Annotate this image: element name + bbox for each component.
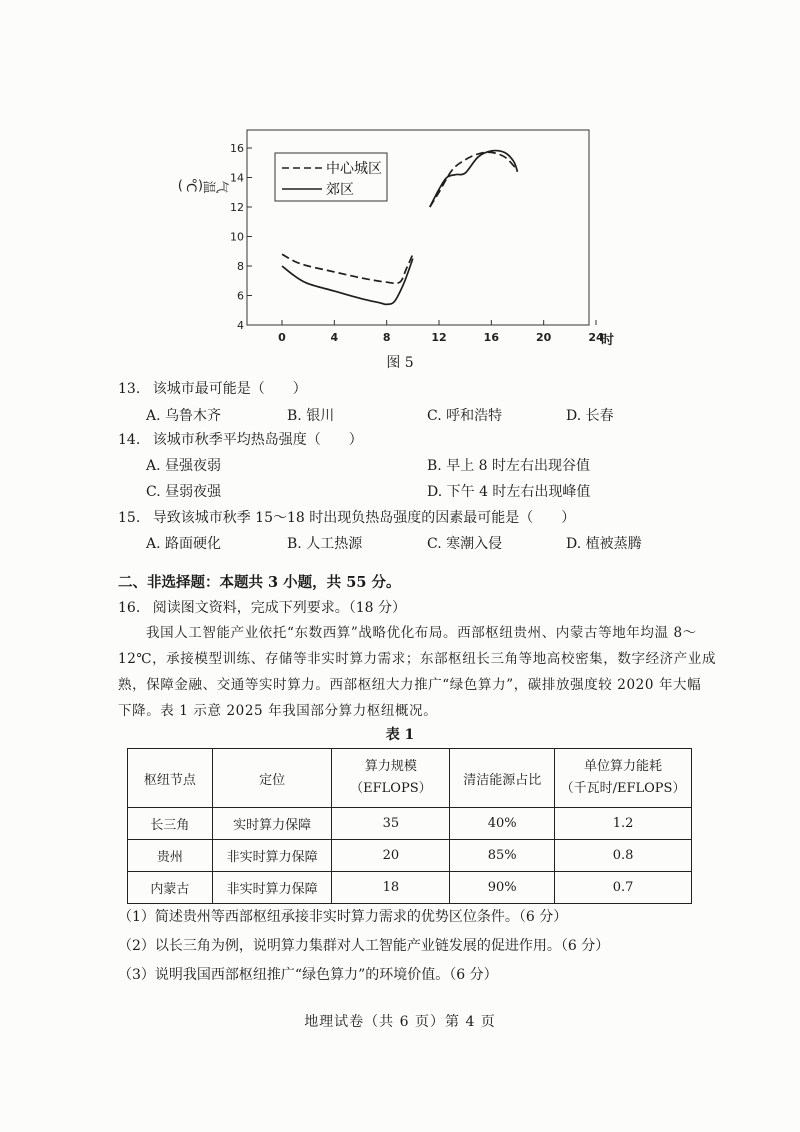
q15-option-c: C. 寒潮入侵	[427, 536, 503, 552]
question-stem: 阅读图文资料，完成下列要求。（18 分）	[152, 600, 406, 616]
table-cell: 35	[332, 808, 450, 840]
q15-option-b: B. 人工热源	[287, 536, 363, 552]
x-axis-unit: 时	[601, 333, 615, 348]
header-cell: 清洁能源占比	[450, 749, 555, 808]
q14-option-c: C. 昼弱夜强	[146, 484, 222, 500]
table-cell: 0.8	[555, 840, 692, 872]
table-row	[128, 840, 692, 872]
table-cell: 贵州	[128, 840, 213, 872]
header-cell: 算力规模 （EFLOPS）	[332, 749, 450, 808]
material-line-4: 下降。表 1 示意 2025 年我国部分算力枢纽概况。	[118, 703, 438, 719]
header-cell: 定位	[212, 749, 332, 808]
question-number: 16.	[118, 600, 141, 616]
q13-option-a: A. 乌鲁木齐	[146, 408, 222, 424]
y-tick-label: 4	[237, 319, 244, 332]
legend-label-suburb: 郊区	[326, 182, 354, 198]
table-cell: 1.2	[555, 808, 692, 840]
section-heading: 二、非选择题：本题共 3 小题，共 55 分。	[118, 574, 401, 591]
legend-label-center: 中心城区	[326, 161, 382, 177]
series-suburb-segment-1	[282, 259, 413, 305]
header-cell: 单位算力能耗 （千瓦时/EFLOPS）	[555, 749, 692, 808]
question-number: 15.	[118, 510, 141, 526]
question-number: 14.	[118, 432, 141, 448]
plot-frame	[247, 130, 589, 325]
q15-option-d: D. 植被蒸腾	[566, 536, 642, 552]
question-stem: 导致该城市秋季 15～18 时出现负热岛强度的因素最可能是（ ）	[152, 510, 576, 526]
subquestion-2: （2）以长三角为例，说明算力集群对人工智能产业链发展的促进作用。（6 分）	[118, 938, 610, 954]
x-tick-label: 0	[278, 331, 286, 344]
table-cell: 85%	[450, 840, 555, 872]
x-tick-label: 20	[536, 331, 552, 344]
q13-option-c: C. 呼和浩特	[427, 408, 503, 424]
table-cell: 实时算力保障	[212, 808, 332, 840]
question-16	[118, 597, 406, 619]
table-cell: 40%	[450, 808, 555, 840]
x-tick-label: 8	[382, 331, 391, 344]
series-layer	[282, 151, 518, 305]
question-14	[118, 429, 363, 451]
series-suburb-segment-2	[430, 151, 518, 207]
table-cell: 非实时算力保障	[212, 840, 332, 872]
temperature-chart	[177, 125, 615, 348]
legend	[275, 153, 387, 201]
question-13	[118, 378, 307, 400]
q14-option-a: A. 昼强夜弱	[146, 458, 222, 474]
x-tick-label: 24	[588, 331, 604, 344]
table-cell: 18	[332, 872, 450, 904]
y-axis-label: 气温(℃)	[177, 177, 229, 193]
question-stem: 该城市秋季平均热岛强度（ ）	[152, 432, 363, 448]
table-row	[128, 808, 692, 840]
y-tick-label: 6	[237, 289, 244, 303]
x-tick-label: 4	[330, 331, 339, 344]
x-axis-ticks	[278, 320, 604, 344]
q14-option-b: B. 早上 8 时左右出现谷值	[427, 458, 590, 474]
page-footer: 地理试卷（共 6 页）第 4 页	[304, 1014, 496, 1030]
material-line-2: 12℃，承接模型训练、存储等非实时算力需求；东部枢纽长三角等地高校密集，数字经济产业成	[118, 651, 717, 667]
table-cell: 内蒙古	[128, 872, 213, 904]
question-number: 13.	[118, 381, 141, 397]
y-tick-label: 12	[230, 201, 244, 214]
table-cell: 非实时算力保障	[212, 872, 332, 904]
table-cell: 0.7	[555, 872, 692, 904]
q14-option-d: D. 下午 4 时左右出现峰值	[427, 484, 591, 500]
x-tick-label: 16	[483, 331, 499, 344]
q13-option-b: B. 银川	[287, 408, 335, 424]
y-tick-label: 10	[230, 230, 244, 244]
computing-hub-table	[127, 748, 692, 904]
y-tick-label: 16	[230, 142, 244, 155]
material-line-3: 熟，保障金融、交通等实时算力。西部枢纽大力推广“绿色算力”，碳排放强度较 2020 年大幅	[118, 677, 702, 693]
header-cell: 枢纽节点	[128, 749, 213, 808]
x-tick-label: 12	[431, 331, 447, 344]
table-header-row	[128, 749, 692, 808]
figure-caption: 图 5	[386, 355, 414, 371]
question-15	[118, 507, 575, 529]
series-center-city-segment-1	[282, 254, 413, 283]
table-cell: 90%	[450, 872, 555, 904]
q13-option-d: D. 长春	[566, 408, 614, 424]
y-axis-ticks	[230, 142, 252, 332]
y-tick-label: 8	[237, 260, 244, 273]
subquestion-3: （3）说明我国西部枢纽推广“绿色算力”的环境价值。（6 分）	[118, 967, 498, 983]
subquestion-1: （1）简述贵州等西部枢纽承接非实时算力需求的优势区位条件。（6 分）	[118, 909, 568, 925]
series-center-city-segment-2	[430, 152, 518, 207]
material-line-1: 我国人工智能产业依托“东数西算”战略优化布局。西部枢纽贵州、内蒙古等地年均温 8～	[146, 625, 697, 641]
table-cell: 长三角	[128, 808, 213, 840]
table-cell: 20	[332, 840, 450, 872]
q15-option-a: A. 路面硬化	[146, 536, 222, 552]
table-title: 表 1	[385, 727, 415, 743]
table-row	[128, 872, 692, 904]
y-tick-label: 14	[230, 171, 244, 185]
question-stem: 该城市最可能是（ ）	[152, 381, 307, 397]
